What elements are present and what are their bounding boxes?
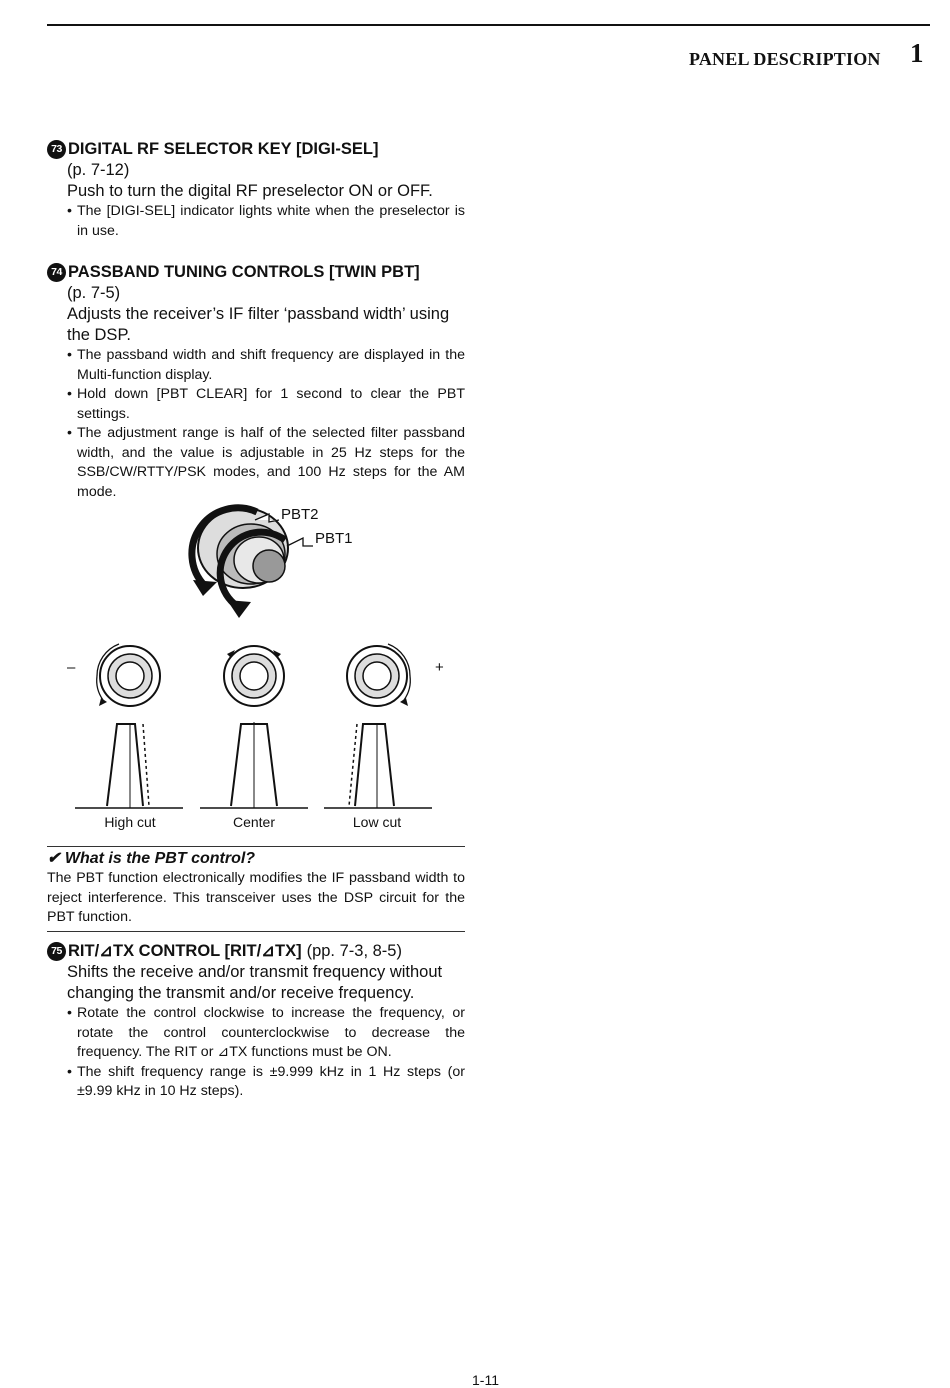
knob-low-cut <box>347 644 410 706</box>
item-75-ref: (pp. 7-3, 8-5) <box>306 942 402 960</box>
list-item: • Rotate the control clockwise to increase the frequency, or rotate the control counterclockwise to decrease the frequency. The RIT or ⊿TX functions must be ON. <box>67 1004 465 1063</box>
pbt-diagram <box>47 500 465 840</box>
item-74-title: PASSBAND TUNING CONTROLS [TWIN PBT] <box>68 263 420 281</box>
caption-center: Center <box>232 814 276 830</box>
item-73-title: DIGITAL RF SELECTOR KEY [DIGI-SEL] <box>68 140 379 158</box>
item-75-title: RIT/⊿TX CONTROL [RIT/⊿TX] <box>68 942 302 960</box>
item-75-desc: Shifts the receive and/or transmit frequency without changing the transmit and/or receive frequency. <box>67 963 443 1002</box>
note-title: ✔ What is the PBT control? <box>47 850 256 867</box>
item-number-badge: 75 <box>47 942 66 961</box>
item-75-heading <box>47 941 465 962</box>
list-item: • The passband width and shift frequency are displayed in the Multi-function display. <box>67 346 465 385</box>
item-73 <box>47 139 465 241</box>
passband-center <box>200 722 308 808</box>
caption-low-cut: Low cut <box>352 814 402 830</box>
list-item: • The shift frequency range is ±9.999 kHz in 1 Hz steps (or ±9.99 kHz in 10 Hz steps). <box>67 1063 465 1102</box>
list-item: • Hold down [PBT CLEAR] for 1 second to clear the PBT settings. <box>67 385 465 424</box>
pbt1-label: PBT1 <box>315 530 353 547</box>
item-74-desc: Adjusts the receiver’s IF filter ‘passband width’ using the DSP. <box>67 305 450 344</box>
list-item: • The [DIGI-SEL] indicator lights white when the preselector is in use. <box>67 202 465 241</box>
minus-label: – <box>67 659 76 676</box>
passband-low-cut <box>324 724 432 808</box>
passband-high-cut <box>75 724 183 808</box>
item-73-ref: (p. 7-12) <box>67 161 130 179</box>
note-text: The PBT function electronically modifies the IF passband width to reject interference. This transceiver uses the DSP circuit for the PBT function. <box>47 870 465 925</box>
pbt-note <box>47 846 465 932</box>
item-75 <box>47 941 465 1102</box>
item-74-bullets <box>67 346 465 502</box>
section-title: PANEL DESCRIPTION <box>689 49 881 69</box>
top-rule <box>47 24 930 26</box>
twin-pbt-knob-illustration <box>192 508 313 618</box>
item-number-badge: 74 <box>47 263 66 282</box>
pbt2-label: PBT2 <box>281 506 319 523</box>
item-74-heading <box>47 262 465 283</box>
item-number-badge: 73 <box>47 140 66 159</box>
item-74 <box>47 262 465 502</box>
plus-label: + <box>435 659 444 676</box>
caption-high-cut: High cut <box>104 814 156 830</box>
item-73-heading <box>47 139 465 160</box>
knob-high-cut <box>97 644 160 706</box>
chapter-number: 1 <box>910 38 924 68</box>
list-item: • The adjustment range is half of the selected filter passband width, and the value is adjustable in 25 Hz steps for the SSB/CW/RTTY/PSK modes, and 100 Hz steps for the AM mode. <box>67 424 465 502</box>
knob-center <box>224 646 284 706</box>
item-75-bullets <box>67 1004 465 1102</box>
item-73-desc: Push to turn the digital RF preselector ON or OFF. <box>67 182 433 200</box>
item-73-bullets <box>67 202 465 241</box>
page-number: 1-11 <box>472 1372 499 1388</box>
item-74-ref: (p. 7-5) <box>67 284 121 302</box>
